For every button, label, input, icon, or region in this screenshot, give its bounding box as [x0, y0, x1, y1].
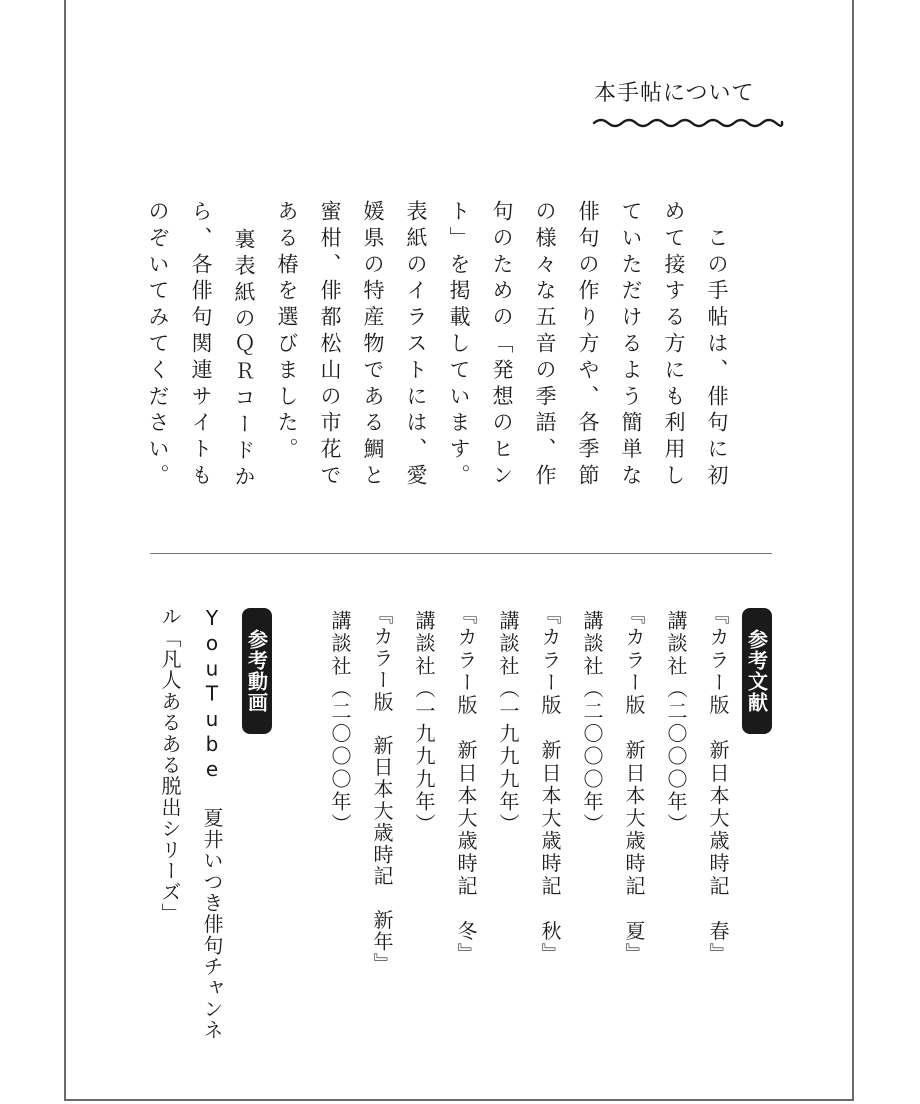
- reference-line-10: 講談社（二〇〇〇年）: [328, 610, 352, 836]
- section-divider: [150, 553, 772, 554]
- reference-line-4: 講談社（二〇〇〇年）: [580, 610, 604, 836]
- body-line-4: 俳句の作り方や、各季節: [576, 200, 600, 491]
- reference-line-5: 『カラー版 新日本大歳時記 秋』: [538, 604, 562, 966]
- video-line-1: YouTube 夏井いつき俳句チャンネ: [200, 606, 224, 1041]
- body-line-9: 媛県の特産物である鯛と: [361, 200, 385, 491]
- section-heading: 本手帖について: [594, 81, 755, 106]
- body-line-8: 表紙のイラストには、愛: [404, 200, 428, 491]
- body-line-11: ある椿を選びました。: [275, 200, 299, 464]
- reference-line-8: 講談社（一九九九年）: [412, 610, 436, 836]
- reference-line-9: 『カラー版 新日本大歳時記 新年』: [370, 604, 394, 975]
- body-line-12: 裏表紙のＱＲコードか: [232, 228, 256, 492]
- body-line-14: のぞいてみてください。: [146, 200, 170, 491]
- body-line-3: ていただけるよう簡単な: [619, 200, 643, 491]
- body-line-13: ら、各俳句関連サイトも: [189, 200, 213, 491]
- reference-line-3: 『カラー版 新日本大歳時記 夏』: [622, 604, 646, 966]
- body-line-5: の様々な五音の季語、作: [533, 200, 557, 491]
- body-line-10: 蜜柑、俳都松山の市花で: [318, 200, 342, 491]
- reference-line-7: 『カラー版 新日本大歳時記 冬』: [454, 604, 478, 966]
- body-line-6: 句のための「発想のヒン: [490, 200, 514, 491]
- video-line-2: ル「凡人あるある脱出シリーズ」: [158, 606, 182, 924]
- references-label: 参考文献: [742, 608, 772, 734]
- body-line-7: ト」を掲載しています。: [447, 200, 471, 491]
- body-line-1: この手帖は、俳句に初: [705, 200, 729, 491]
- reference-line-2: 講談社（二〇〇〇年）: [664, 610, 688, 836]
- reference-line-1: 『カラー版 新日本大歳時記 春』: [706, 604, 730, 966]
- wavy-underline: [592, 116, 784, 130]
- body-line-2: めて接する方にも利用し: [662, 200, 686, 491]
- videos-label: 参考動画: [242, 608, 272, 734]
- reference-line-6: 講談社（一九九九年）: [496, 610, 520, 836]
